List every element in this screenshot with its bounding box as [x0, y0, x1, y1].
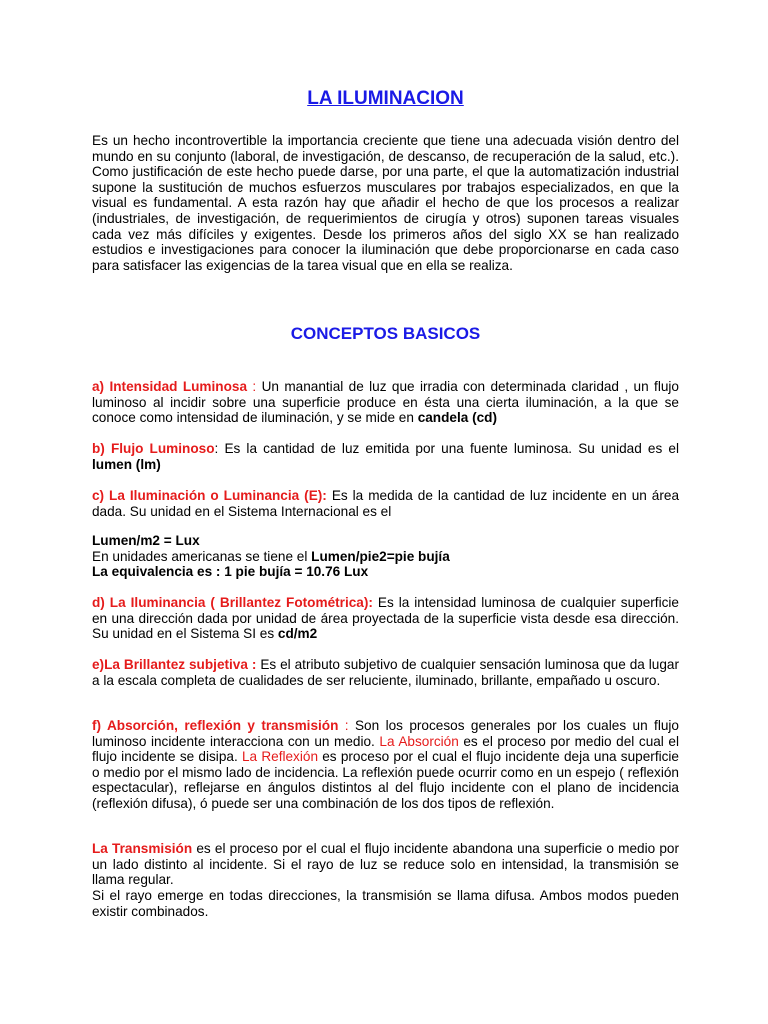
- concept-term: e)La Brillantez subjetiva :: [92, 657, 257, 672]
- formula-lux: Lumen/m2 = Lux: [92, 533, 200, 548]
- page-title: LA ILUMINACION: [307, 88, 464, 109]
- concept-text: Es la cantidad de luz emitida por una fuente luminosa. Su unidad es el: [224, 441, 680, 456]
- concept-unit: cd/m2: [277, 626, 318, 642]
- concept-text: Es el atributo subjetivo de cualquier sensación luminosa que da lugar a la escala completa de cualidades de ser reluciente, iluminado, brillante, empañado u oscuro.: [92, 657, 679, 688]
- concept-transmision-difusa: [92, 888, 679, 919]
- term-reflexion: La Reflexión: [241, 749, 318, 765]
- concept-term: f) Absorción, reflexión y transmisión: [92, 718, 339, 733]
- concept-intensidad-luminosa: a) Intensidad Luminosa : Un manantial de luz que irradia con determinada claridad , un flujo luminoso al incidir sobre una superficie produce en ésta una cierta iluminación, a la que se conoce como intensidad de iluminación, y se mide en candela (cd): [92, 379, 679, 426]
- concept-text: Es la intensidad luminosa de cualquier superficie en una dirección dada por unidad de área proyectada de la superficie vista desde esa dirección. Su unidad en el Sistema SI es: [92, 595, 679, 642]
- concept-term: d) La Iluminancia ( Brillantez Fotométrica):: [92, 595, 373, 610]
- concept-brillantez-subjetiva: [92, 657, 679, 688]
- term-absorcion: La Absorción: [379, 733, 459, 749]
- formula-block: [92, 533, 679, 580]
- concept-iluminancia: [92, 595, 679, 642]
- concept-text: Son los procesos generales por los cuales un flujo luminoso incidente interacciona con un medio.: [92, 718, 679, 749]
- concept-text: Es la medida de la cantidad de luz incidente en un área dada. Su unidad en el Sistema Internacional es el: [92, 488, 679, 519]
- concept-text: es el proceso por el cual el flujo incidente abandona una superficie o medio por un lado distinto al incidente. Si el rayo de luz se reduce solo en intensidad, la transmisión se llama regular.: [92, 841, 680, 888]
- concept-flujo-luminoso: b) Flujo Luminoso: Es la cantidad de luz emitida por una fuente luminosa. Su unidad es el lumen (lm): [92, 441, 680, 472]
- concept-unit: candela (cd): [417, 410, 498, 426]
- concept-text: Si el rayo emerge en todas direcciones, la transmisión se llama difusa. Ambos modos pueden existir combinados.: [92, 888, 679, 919]
- concept-transmision: [92, 841, 679, 888]
- concept-absorcion-reflexion-transmision: f) Absorción, reflexión y transmisión : Son los procesos generales por los cuales un flujo luminoso incidente interacciona con un medio. La Absorción es el proceso por medio del cual el flujo incidente se disipa. La Reflexión es proceso por el cual el flujo incidente deja una superficie o medio por el mismo lado de incidencia. La reflexión puede ocurrir como en un espejo ( reflexión espectacular), reflejarse en ángulos distintos al del flujo incidente con el plano de incidencia (reflexión difusa), ó puede ser una combinación de los dos tipos de reflexión.: [92, 718, 679, 811]
- concept-term: a) Intensidad Luminosa: [92, 379, 248, 394]
- formula-american: En unidades americanas se tiene el Lumen/pie2=pie bujía: [92, 548, 450, 564]
- concept-iluminacion: [92, 488, 679, 519]
- concept-term: La Transmisión: [92, 841, 193, 856]
- section-title: CONCEPTOS BASICOS: [290, 324, 481, 343]
- concept-term: b) Flujo Luminoso: [92, 441, 215, 456]
- concept-term: c) La Iluminación o Luminancia (E):: [92, 488, 327, 503]
- concept-unit: lumen (lm): [92, 456, 161, 472]
- intro-paragraph: Es un hecho incontrovertible la importancia creciente que tiene una adecuada visión dentro del mundo en su conjunto (laboral, de investigación, de descanso, de recuperación de la salud, etc.). Como justificación de este hecho puede darse, por una parte, el que la automatización industrial supone la sustitución de muchos esfuerzos musculares por trabajos especializados, en que la visual es fundamental. A esta razón hay que añadir el hecho de que los procesos a realizar (industriales, de investigación, de requerimientos de cirugía y otros) suponen tareas visuales cada vez más difíciles y exigentes. Desde los primeros años del siglo XX se han realizado estudios e investigaciones para conocer la iluminación que debe proporcionarse en cada caso para satisfacer las exigencias de la tarea visual que en ella se realiza.: [92, 133, 679, 273]
- formula-equivalence: La equivalencia es : 1 pie bujía = 10.76 Lux: [92, 564, 369, 580]
- concept-text: Un manantial de luz que irradia con determinada claridad , un flujo luminoso al incidir sobre una superficie produce en ésta una cierta iluminación, a la que se conoce como intensidad de iluminación, y se mide en: [92, 379, 679, 426]
